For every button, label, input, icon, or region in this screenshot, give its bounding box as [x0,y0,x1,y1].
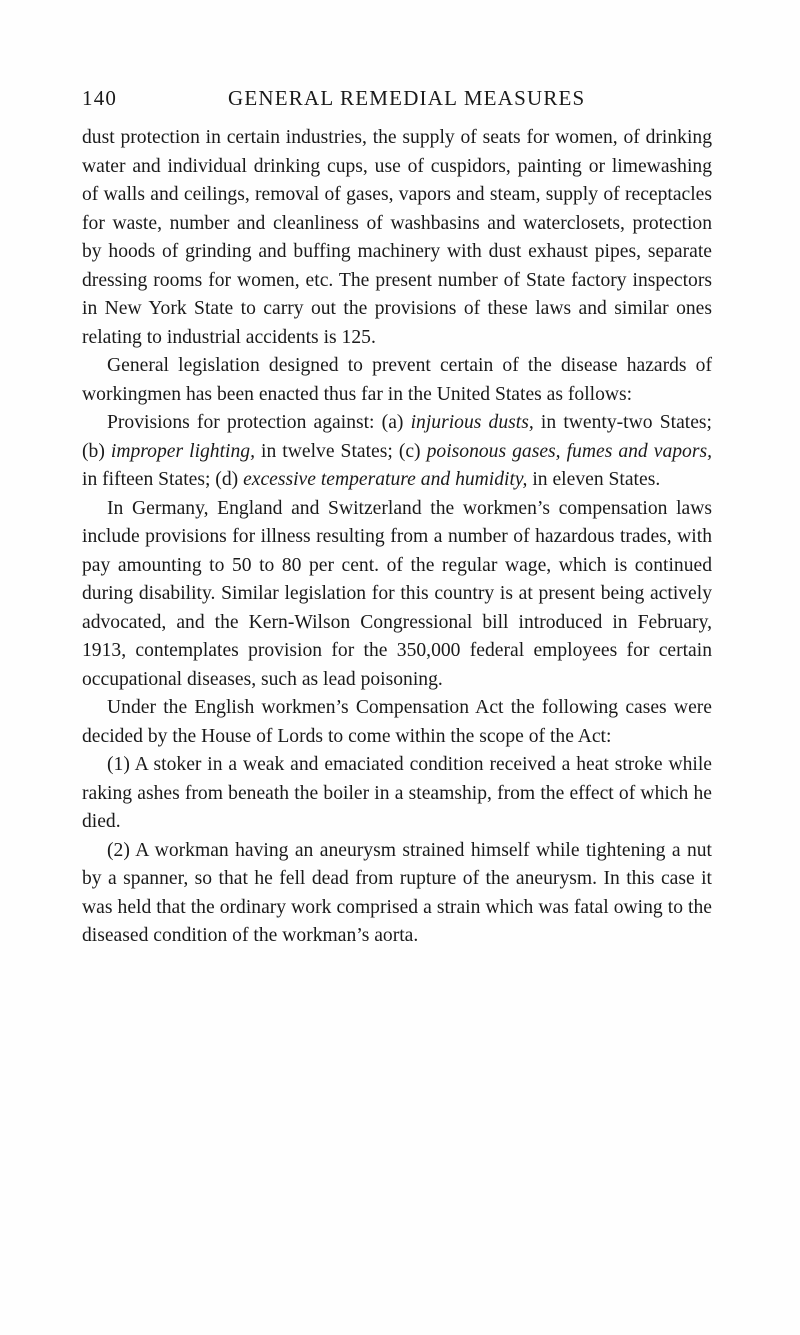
provision-item-d: excessive temperature and humidity, [243,469,528,490]
running-head [82,86,712,116]
provision-text-b: in twelve States; (c) [255,440,427,462]
chapter-title: GENERAL REMEDIAL MEASURES [228,86,586,110]
paragraph-case-1: (1) A stoker in a weak and emaciated condition received a heat stroke while raking ashes from beneath the boiler in a steamship, from the effect of which he died. [82,754,712,832]
provision-item-b: improper lighting, [110,440,255,462]
page-number: 140 [82,86,118,110]
provision-text-d: in eleven States. [527,469,661,490]
paragraph-continuation: dust protection in certain industries, the supply of seats for women, of drinking water and individual drinking cups, use of cuspidors, painting or limewashing of walls and ceilings, removal of gases, vapors and steam, supply of receptacles for waste, number and cleanliness of washbasins and waterclosets, protection by hoods of grinding and buffing machinery with dust exhaust pipes, separate dressing rooms for women, etc. The present number of State factory inspectors in New York State to carry out the provisions of these laws and similar ones relating to industrial accidents is 125. [82,127,712,348]
paragraph-compensation: In Germany, England and Switzerland the workmen’s compensation laws include provisions for illness resulting from a number of hazardous trades, with pay amounting to 50 to 80 per cent. of the regular wage, which is continued during disability. Similar legislation for this country is at present being actively advocated, and the Kern-Wilson Congressional bill introduced in February, 1913, contemplates provision for the 350,000 federal employees for certain occupational diseases, such as lead poisoning. [82,497,712,690]
provisions-lead: Provisions for protection against: (a) [107,412,411,433]
body-text [82,124,712,951]
provision-item-a: injurious dusts, [410,412,534,433]
provision-item-c: poisonous gases, fumes and vapors, [426,440,713,462]
provision-text-c: in fifteen States; (d) [82,469,244,490]
provision-text-a: in twenty-two States; (b) [82,412,712,462]
paragraph-case-2: (2) A workman having an aneurysm strained himself while tightening a nut by a spanner, so that he fell dead from rupture of the aneurysm. In this case it was held that the ordinary work comprised a strain which was fatal owing to the diseased condition of the workman’s aorta. [82,839,712,946]
paragraph-provisions [82,409,712,495]
paragraph-legislation: General legislation designed to prevent certain of the disease hazards of workingmen has been enacted thus far in the United States as follows: [82,355,712,405]
paragraph-english-act: Under the English workmen’s Compensation Act the following cases were decided by the House of Lords to come within the scope of the Act: [82,697,712,747]
